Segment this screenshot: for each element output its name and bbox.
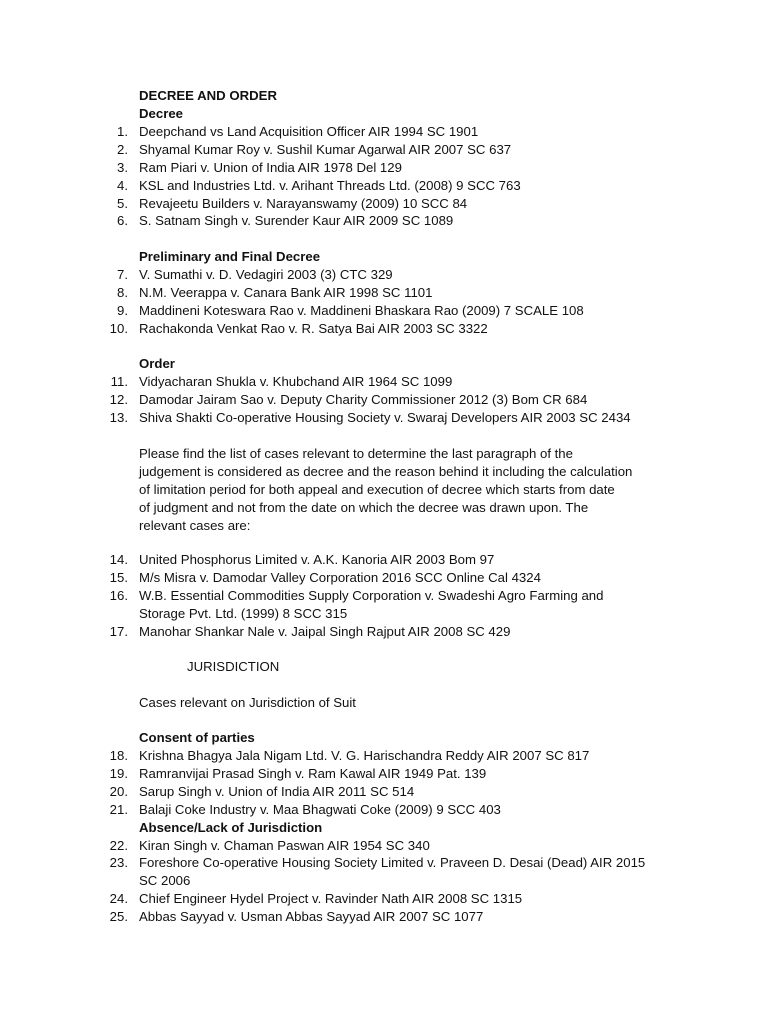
case-citation: Shyamal Kumar Roy v. Sushil Kumar Agarwal AIR 2007 SC 637	[139, 142, 512, 157]
case-citation: Deepchand vs Land Acquisition Officer AIR 1994 SC 1901	[139, 124, 479, 139]
case-citation: Revajeetu Builders v. Narayanswamy (2009) 10 SCC 84	[139, 196, 468, 211]
item-number: 16.	[109, 588, 128, 603]
item-number: 25.	[109, 909, 128, 924]
item-number: 12.	[109, 392, 128, 407]
subheading-preliminary: Preliminary and Final Decree	[139, 249, 321, 264]
item-number: 4.	[117, 178, 128, 193]
paragraph-line: of judgment and not from the date on which the decree was drawn upon. The	[139, 500, 589, 515]
case-citation: Sarup Singh v. Union of India AIR 2011 SC 514	[139, 784, 415, 799]
section-title-jurisdiction: JURISDICTION	[187, 659, 280, 674]
item-number: 24.	[109, 891, 128, 906]
case-citation: KSL and Industries Ltd. v. Arihant Threads Ltd. (2008) 9 SCC 763	[139, 178, 521, 193]
case-citation: Abbas Sayyad v. Usman Abbas Sayyad AIR 2007 SC 1077	[139, 909, 484, 924]
item-number: 20.	[109, 784, 128, 799]
case-citation: Ramranvijai Prasad Singh v. Ram Kawal AIR 1949 Pat. 139	[139, 766, 487, 781]
item-number: 17.	[109, 624, 128, 639]
case-citation: Shiva Shakti Co-operative Housing Society v. Swaraj Developers AIR 2003 SC 2434	[139, 410, 631, 425]
case-citation: Balaji Coke Industry v. Maa Bhagwati Coke (2009) 9 SCC 403	[139, 802, 501, 817]
item-number: 9.	[117, 303, 128, 318]
item-number: 2.	[117, 142, 128, 157]
item-number: 22.	[109, 838, 128, 853]
case-citation: M/s Misra v. Damodar Valley Corporation 2016 SCC Online Cal 4324	[139, 570, 541, 585]
subheading-absence: Absence/Lack of Jurisdiction	[139, 820, 323, 835]
case-citation: S. Satnam Singh v. Surender Kaur AIR 2009 SC 1089	[139, 213, 454, 228]
item-number: 21.	[109, 802, 128, 817]
case-citation: Manohar Shankar Nale v. Jaipal Singh Rajput AIR 2008 SC 429	[139, 624, 511, 639]
case-citation: Vidyacharan Shukla v. Khubchand AIR 1964 SC 1099	[139, 374, 453, 389]
case-citation: Rachakonda Venkat Rao v. R. Satya Bai AIR 2003 SC 3322	[139, 321, 488, 336]
item-number: 19.	[109, 766, 128, 781]
case-citation: Foreshore Co-operative Housing Society Limited v. Praveen D. Desai (Dead) AIR 2015	[139, 855, 646, 870]
item-number: 14.	[109, 552, 128, 567]
paragraph-line: Please find the list of cases relevant to determine the last paragraph of the	[139, 446, 573, 461]
case-citation: N.M. Veerappa v. Canara Bank AIR 1998 SC 1101	[139, 285, 433, 300]
paragraph-line: judgement is considered as decree and the reason behind it including the calculation	[139, 464, 633, 479]
item-number: 11.	[110, 374, 128, 389]
item-number: 7.	[117, 267, 128, 282]
item-number: 15.	[109, 570, 128, 585]
case-citation: Damodar Jairam Sao v. Deputy Charity Commissioner 2012 (3) Bom CR 684	[139, 392, 588, 407]
item-number: 10.	[109, 321, 128, 336]
paragraph-line: of limitation period for both appeal and execution of decree which starts from date	[139, 482, 615, 497]
subheading-order: Order	[139, 356, 175, 371]
item-number: 18.	[109, 748, 128, 763]
section-title: DECREE AND ORDER	[139, 88, 277, 103]
subheading-consent: Consent of parties	[139, 730, 255, 745]
item-number: 6.	[117, 213, 128, 228]
case-citation: Maddineni Koteswara Rao v. Maddineni Bhaskara Rao (2009) 7 SCALE 108	[139, 303, 584, 318]
item-number: 23.	[109, 855, 128, 870]
item-number: 3.	[117, 160, 128, 175]
subheading-decree: Decree	[139, 106, 183, 121]
item-number: 5.	[117, 196, 128, 211]
item-number: 1.	[117, 124, 128, 139]
case-citation-continued: Storage Pvt. Ltd. (1999) 8 SCC 315	[139, 606, 348, 621]
jurisdiction-intro: Cases relevant on Jurisdiction of Suit	[139, 695, 356, 710]
explanatory-paragraph	[139, 445, 679, 535]
case-citation: W.B. Essential Commodities Supply Corporation v. Swadeshi Agro Farming and	[139, 588, 604, 603]
item-number: 8.	[117, 285, 128, 300]
paragraph-line: relevant cases are:	[139, 518, 251, 533]
case-citation: Ram Piari v. Union of India AIR 1978 Del 129	[139, 160, 402, 175]
case-citation: Kiran Singh v. Chaman Paswan AIR 1954 SC 340	[139, 838, 430, 853]
case-citation-continued: SC 2006	[139, 873, 191, 888]
case-citation: V. Sumathi v. D. Vedagiri 2003 (3) CTC 329	[139, 267, 393, 282]
case-citation: Chief Engineer Hydel Project v. Ravinder Nath AIR 2008 SC 1315	[139, 891, 523, 906]
case-citation: Krishna Bhagya Jala Nigam Ltd. V. G. Harischandra Reddy AIR 2007 SC 817	[139, 748, 590, 763]
case-citation: United Phosphorus Limited v. A.K. Kanoria AIR 2003 Bom 97	[139, 552, 495, 567]
item-number: 13.	[109, 410, 128, 425]
